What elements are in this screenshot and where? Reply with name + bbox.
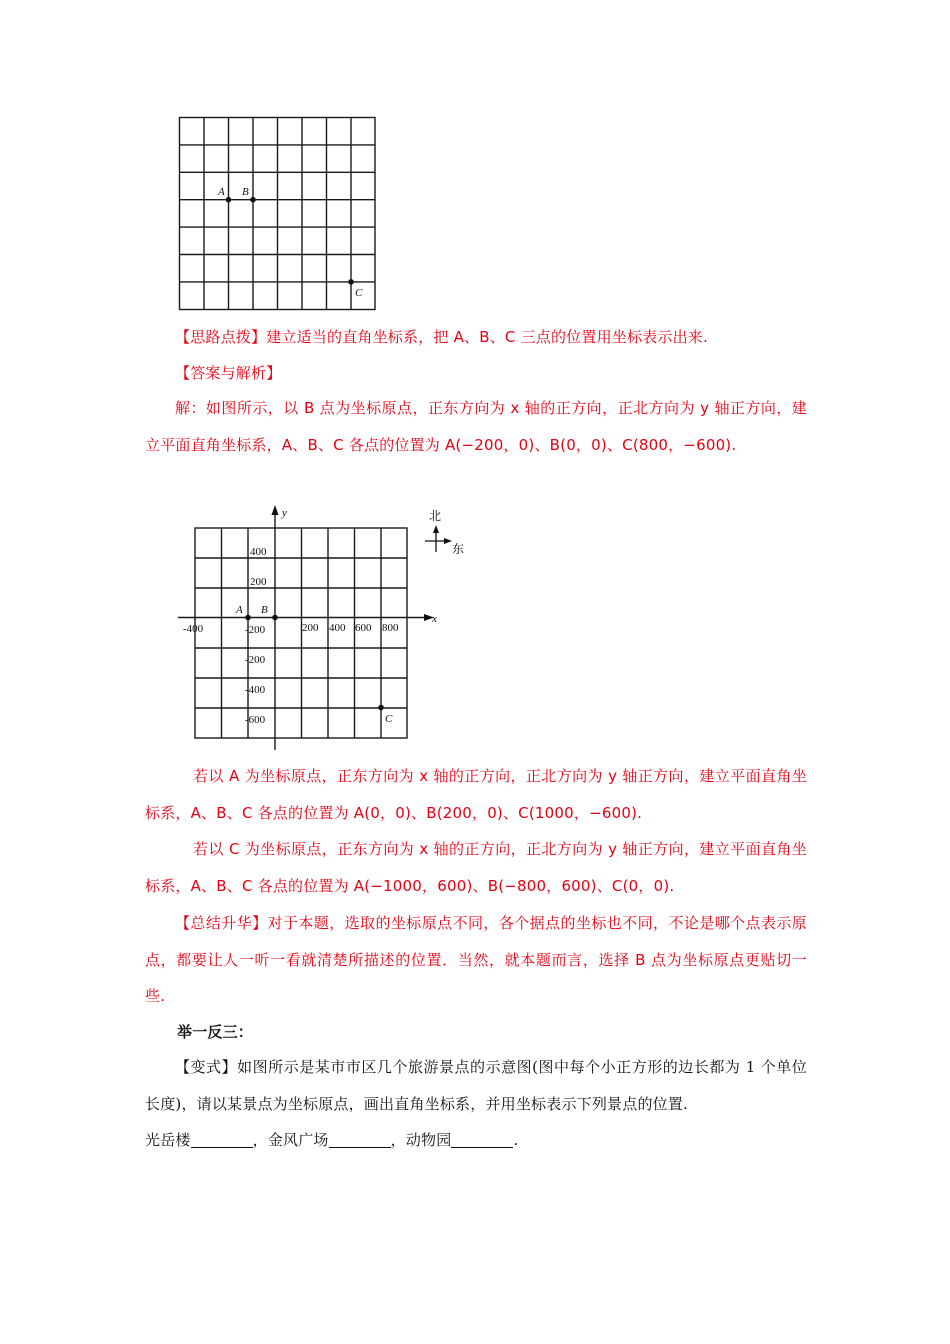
hint-text: 建立适当的直角坐标系，把 A、B、C 三点的位置用坐标表示出来. [266,328,708,346]
compass-north-label: 北 [429,509,442,523]
blank-label-3: 动物园 [405,1131,452,1149]
separator: ， [390,1131,406,1149]
summary-paragraph [145,905,807,1015]
point-a-label: A [236,604,243,616]
point-b-label: B [261,604,268,616]
y-tick-label: 400 [250,546,267,558]
point-b [250,197,256,203]
compass-icon [425,530,447,552]
alt-origin-c-paragraph: 若以 C 为坐标原点，正东方向为 x 轴的正方向，正北方向为 y 轴正方向，建立平面直角坐标系，A、B、C 各点的位置为 A(−1000，600)、B(−800，600)、C(0，0). [145,840,807,895]
figure-grid-points [170,108,390,318]
x-axis-label: x [432,613,437,625]
variant-text: 如图所示是某市市区几个旅游景点的示意图(图中每个小正方形的边长都为 1 个单位长度)，请以某景点为坐标原点，画出直角坐标系，并用坐标表示下列景点的位置. [145,1058,807,1113]
y-tick-label: -400 [245,684,266,696]
point-c [348,279,354,285]
answer-heading: 【答案与解析】 [175,364,282,382]
x-tick-label: 200 [302,622,319,634]
separator: ， [252,1131,268,1149]
point-c-label: C [385,713,393,725]
blank-label-2: 金风广场 [267,1131,329,1149]
point-a [245,615,251,621]
point-b [272,615,278,621]
summary-text: 对于本题，选取的坐标原点不同，各个据点的坐标也不同，不论是哪个点表示原点，都要让人一听一看就清楚所描述的位置．当然，就本题而言，选择 B 点为坐标原点更贴切一些. [145,914,807,1006]
period: . [513,1131,519,1149]
y-tick-label: -200 [245,624,266,636]
x-tick-label: 800 [382,622,399,634]
point-a-label: A [218,186,225,198]
blank-label-1: 光岳楼 [145,1131,191,1149]
figure-coordinate-plane [170,500,470,760]
hint-paragraph [145,319,807,356]
x-tick-label: -400 [183,623,204,635]
point-b-label: B [242,186,249,198]
point-c-label: C [355,287,363,299]
point-c [378,705,384,711]
compass-east-label: 东 [452,542,465,556]
summary-tag: 【总结升华】 [175,914,268,932]
y-tick-label: -600 [245,714,266,726]
y-axis-arrow-icon [272,505,279,515]
variant-tag: 【变式】 [175,1058,238,1076]
y-tick-label: -200 [245,654,266,666]
solution-paragraph: 解：如图所示，以 B 点为坐标原点，正东方向为 x 轴的正方向，正北方向为 y 轴正方向，建立平面直角坐标系，A、B、C 各点的位置为 A(−200，0)、B(0，0)、C(800，−600). [145,399,807,454]
variant-paragraph [145,1049,807,1122]
y-tick-label: 200 [250,576,267,588]
answer-blank-2[interactable] [329,1131,391,1148]
x-tick-label: 400 [329,622,346,634]
y-axis-label: y [282,507,287,519]
answer-blank-3[interactable] [451,1131,513,1148]
hint-tag: 【思路点拨】 [175,328,267,346]
alt-origin-a-paragraph: 若以 A 为坐标原点，正东方向为 x 轴的正方向，正北方向为 y 轴正方向，建立平面直角坐标系，A、B、C 各点的位置为 A(0，0)、B(200，0)、C(1000，−600). [145,767,807,822]
answer-blank-1[interactable] [191,1131,253,1148]
x-tick-label: 600 [355,622,372,634]
point-a [226,197,232,203]
practice-heading: 举一反三： [177,1023,254,1041]
fill-blanks-line [145,1122,807,1159]
